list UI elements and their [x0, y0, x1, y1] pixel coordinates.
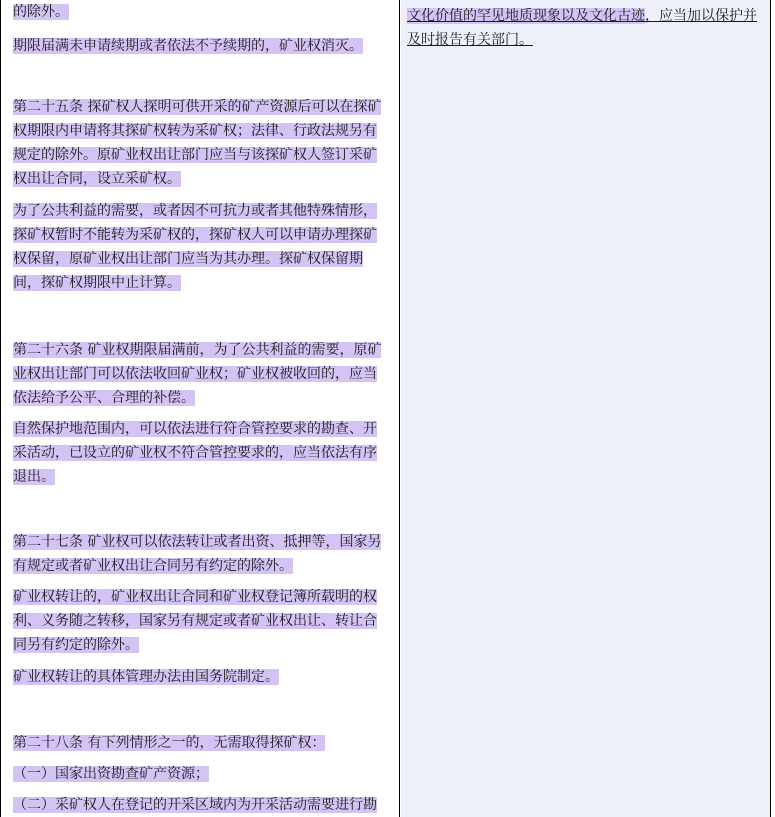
text-line: 依法给予公平、合理的补偿。: [13, 390, 195, 406]
text-line: 权保留，原矿业权出让部门应当为其办理。探矿权保留期: [13, 251, 363, 267]
plain-text: ，应当加以保护并: [645, 8, 757, 24]
text-line: 探矿权暂时不能转为采矿权的，探矿权人可以申请办理探矿: [13, 227, 377, 243]
text-line: 退出。: [13, 469, 55, 485]
plain-text: 及时报告有关部门。: [407, 32, 533, 48]
paragraph: [407, 4, 769, 52]
text-line: 期限届满未申请续期或者依法不予续期的，矿业权消灭。: [13, 38, 363, 54]
text-line: 权出让合同，设立采矿权。: [13, 171, 181, 187]
list-item: [13, 793, 395, 817]
paragraph: [13, 417, 395, 489]
text-line: 采活动，已设立的矿业权不符合管控要求的，应当依法有序: [13, 445, 377, 461]
article-26: [13, 338, 395, 410]
article-28: [13, 731, 395, 755]
right-column: [401, 0, 770, 817]
text-line: 第二十七条 矿业权可以依法转让或者出资、抵押等，国家另: [13, 534, 382, 550]
text-line: 第二十八条 有下列情形之一的，无需取得探矿权：: [13, 735, 326, 751]
text-line: 为了公共利益的需要，或者因不可抗力或者其他特殊情形，: [13, 203, 377, 219]
text-line: 有规定或者矿业权出让合同另有约定的除外。: [13, 558, 293, 574]
text-line: 第二十五条 探矿权人探明可供开采的矿产资源后可以在探矿: [13, 99, 382, 115]
paragraph: [13, 199, 395, 295]
paragraph: [13, 665, 395, 689]
text-line: 同另有约定的除外。: [13, 637, 139, 653]
text-line: 第二十六条 矿业权期限届满前，为了公共利益的需要，原矿: [13, 342, 382, 358]
list-item: [13, 762, 395, 786]
text-line: 矿业权转让的具体管理办法由国务院制定。: [13, 669, 279, 685]
highlighted-text: 文化价值的罕见地质现象以及文化古迹: [407, 8, 645, 24]
paragraph: [13, 0, 395, 24]
text-line: 利、义务随之转移，国家另有规定或者矿业权出让、转让合: [13, 613, 377, 629]
text-line: 自然保护地范围内，可以依法进行符合管控要求的勘查、开: [13, 421, 377, 437]
text-line: 规定的除外。原矿业权出让部门应当与该探矿权人签订采矿: [13, 147, 377, 163]
text-line: （二）采矿权人在登记的开采区域内为开采活动需要进行勘: [13, 797, 377, 813]
article-25: [13, 95, 395, 191]
text-line: 业权出让部门可以依法收回矿业权；矿业权被收回的，应当: [13, 366, 377, 382]
text-line: 的除外。: [13, 4, 69, 20]
text-line: [407, 4, 769, 28]
left-column: [2, 0, 400, 817]
text-line: [407, 28, 769, 52]
text-line: 权期限内申请将其探矿权转为采矿权；法律、行政法规另有: [13, 123, 377, 139]
paragraph: [13, 34, 395, 58]
article-27: [13, 530, 395, 578]
text-line: 矿业权转让的，矿业权出让合同和矿业权登记簿所载明的权: [13, 589, 377, 605]
paragraph: [13, 585, 395, 657]
text-line: （一）国家出资勘查矿产资源；: [13, 766, 209, 782]
text-line: 间，探矿权期限中止计算。: [13, 275, 181, 291]
